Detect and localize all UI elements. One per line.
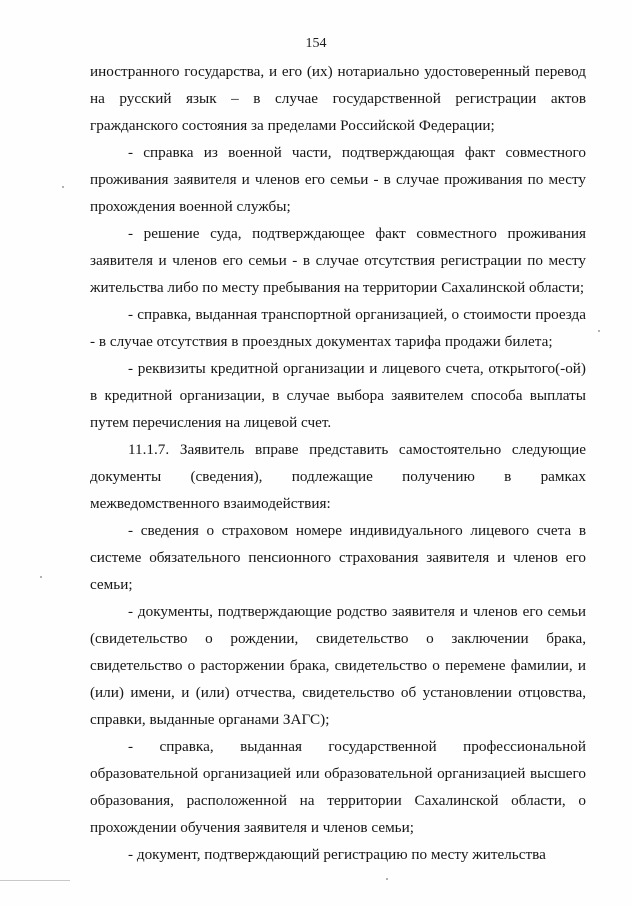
paragraph: - справка из военной части, подтверждающая факт совместного проживания заявителя и членов его семьи - в случае проживания по месту прохождения военной службы;: [90, 144, 586, 215]
scan-speck: [40, 576, 42, 578]
paragraph: 11.1.7. Заявитель вправе представить самостоятельно следующие документы (сведения), подлежащие получению в рамках межведомственного взаимодействия:: [90, 441, 586, 512]
document-body: [90, 58, 586, 868]
scan-edge-line: [0, 880, 70, 881]
paragraph: - справка, выданная государственной профессиональной образовательной организацией или образовательной организацией высшего образования, расположенной на территории Сахалинской области, о прохождении обучения заявителя и членов семьи;: [90, 738, 586, 836]
paragraph: - документ, подтверждающий регистрацию по месту жительства: [128, 846, 546, 863]
paragraph: - справка, выданная транспортной организацией, о стоимости проезда - в случае отсутствия в проездных документах тарифа продажи билета;: [90, 306, 586, 350]
scan-speck: [62, 186, 64, 188]
paragraph: - сведения о страховом номере индивидуального лицевого счета в системе обязательного пенсионного страхования заявителя и членов его семьи;: [90, 522, 586, 593]
scan-speck: [386, 878, 388, 880]
scan-speck: [598, 330, 600, 332]
page-number: 154: [305, 36, 327, 51]
paragraph: - решение суда, подтверждающее факт совместного проживания заявителя и членов его семьи - в случае отсутствия регистрации по месту жительства либо по месту пребывания на территории Сахалинской области;: [90, 225, 586, 296]
paragraph: иностранного государства, и его (их) нотариально удостоверенный перевод на русский язык – в случае государственной регистрации актов гражданского состояния за пределами Российской Федерации;: [90, 63, 586, 134]
paragraph: - документы, подтверждающие родство заявителя и членов его семьи (свидетельство о рождении, свидетельство о заключении брака, свидетельство о расторжении брака, свидетельство о перемене фамилии, и (или) имени, и (или) отчества, свидетельство об установлении отцовства, справки, выданные органами ЗАГС);: [90, 603, 586, 728]
paragraph: - реквизиты кредитной организации и лицевого счета, открытого(-ой) в кредитной организации, в случае выбора заявителем способа выплаты путем перечисления на лицевой счет.: [90, 360, 586, 431]
